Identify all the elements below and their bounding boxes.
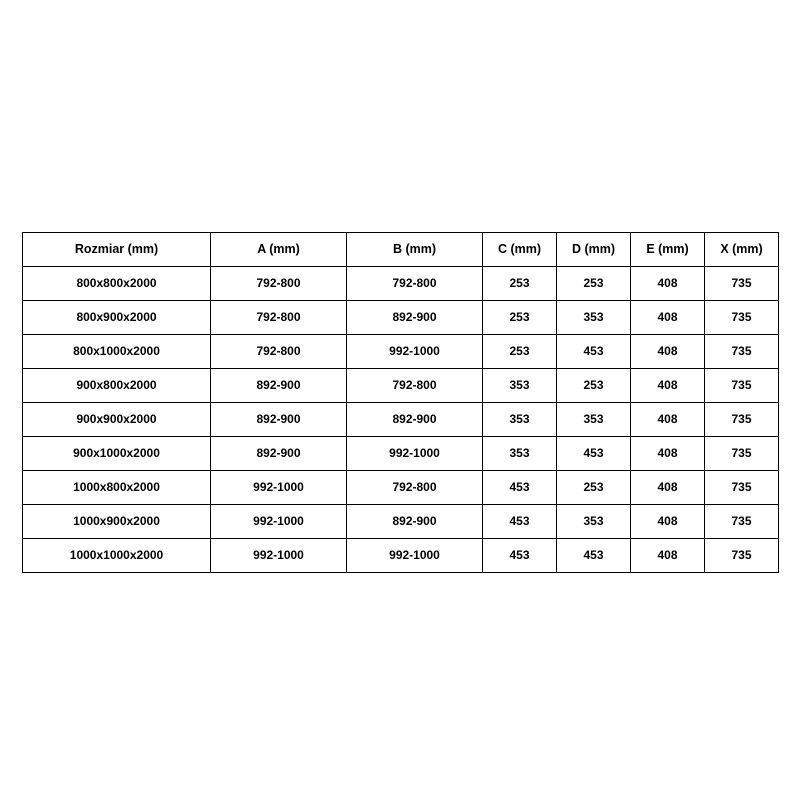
cell-d: 353 [557,505,631,539]
cell-b: 892-900 [347,505,483,539]
cell-a: 992-1000 [211,471,347,505]
cell-size: 900x800x2000 [23,369,211,403]
table-row [23,267,779,301]
table-row [23,539,779,573]
cell-x: 735 [705,267,779,301]
table-row [23,301,779,335]
cell-c: 353 [483,403,557,437]
table-row [23,471,779,505]
cell-e: 408 [631,539,705,573]
cell-size: 1000x900x2000 [23,505,211,539]
table-row [23,369,779,403]
cell-size: 900x900x2000 [23,403,211,437]
cell-c: 353 [483,369,557,403]
cell-c: 453 [483,505,557,539]
cell-d: 353 [557,403,631,437]
cell-b: 792-800 [347,471,483,505]
cell-e: 408 [631,335,705,369]
column-header-b: B (mm) [347,233,483,267]
column-header-d: D (mm) [557,233,631,267]
cell-e: 408 [631,369,705,403]
cell-b: 992-1000 [347,539,483,573]
cell-x: 735 [705,301,779,335]
cell-e: 408 [631,505,705,539]
cell-d: 453 [557,437,631,471]
cell-e: 408 [631,267,705,301]
cell-d: 353 [557,301,631,335]
cell-c: 453 [483,539,557,573]
cell-x: 735 [705,335,779,369]
cell-size: 900x1000x2000 [23,437,211,471]
cell-e: 408 [631,437,705,471]
table-row [23,403,779,437]
cell-c: 253 [483,267,557,301]
cell-x: 735 [705,369,779,403]
cell-b: 892-900 [347,301,483,335]
column-header-c: C (mm) [483,233,557,267]
cell-c: 253 [483,301,557,335]
cell-a: 792-800 [211,335,347,369]
cell-a: 792-800 [211,267,347,301]
cell-size: 800x900x2000 [23,301,211,335]
cell-b: 892-900 [347,403,483,437]
cell-b: 792-800 [347,267,483,301]
cell-c: 453 [483,471,557,505]
column-header-x: X (mm) [705,233,779,267]
cell-size: 800x800x2000 [23,267,211,301]
column-header-e: E (mm) [631,233,705,267]
cell-a: 892-900 [211,369,347,403]
cell-x: 735 [705,505,779,539]
cell-e: 408 [631,403,705,437]
cell-x: 735 [705,471,779,505]
table-row [23,335,779,369]
cell-e: 408 [631,301,705,335]
cell-d: 453 [557,335,631,369]
cell-size: 1000x800x2000 [23,471,211,505]
cell-b: 992-1000 [347,335,483,369]
cell-a: 892-900 [211,403,347,437]
cell-a: 992-1000 [211,539,347,573]
cell-c: 253 [483,335,557,369]
column-header-size: Rozmiar (mm) [23,233,211,267]
cell-c: 353 [483,437,557,471]
cell-x: 735 [705,403,779,437]
table-header-row [23,233,779,267]
cell-x: 735 [705,437,779,471]
cell-size: 800x1000x2000 [23,335,211,369]
cell-a: 992-1000 [211,505,347,539]
cell-a: 792-800 [211,301,347,335]
cell-size: 1000x1000x2000 [23,539,211,573]
cell-a: 892-900 [211,437,347,471]
specification-table-container [22,232,778,573]
cell-d: 253 [557,267,631,301]
table-row [23,505,779,539]
table-body [23,267,779,573]
cell-d: 253 [557,471,631,505]
cell-x: 735 [705,539,779,573]
cell-d: 453 [557,539,631,573]
table-header [23,233,779,267]
cell-e: 408 [631,471,705,505]
column-header-a: A (mm) [211,233,347,267]
cell-d: 253 [557,369,631,403]
table-row [23,437,779,471]
specification-table [22,232,779,573]
cell-b: 792-800 [347,369,483,403]
cell-b: 992-1000 [347,437,483,471]
